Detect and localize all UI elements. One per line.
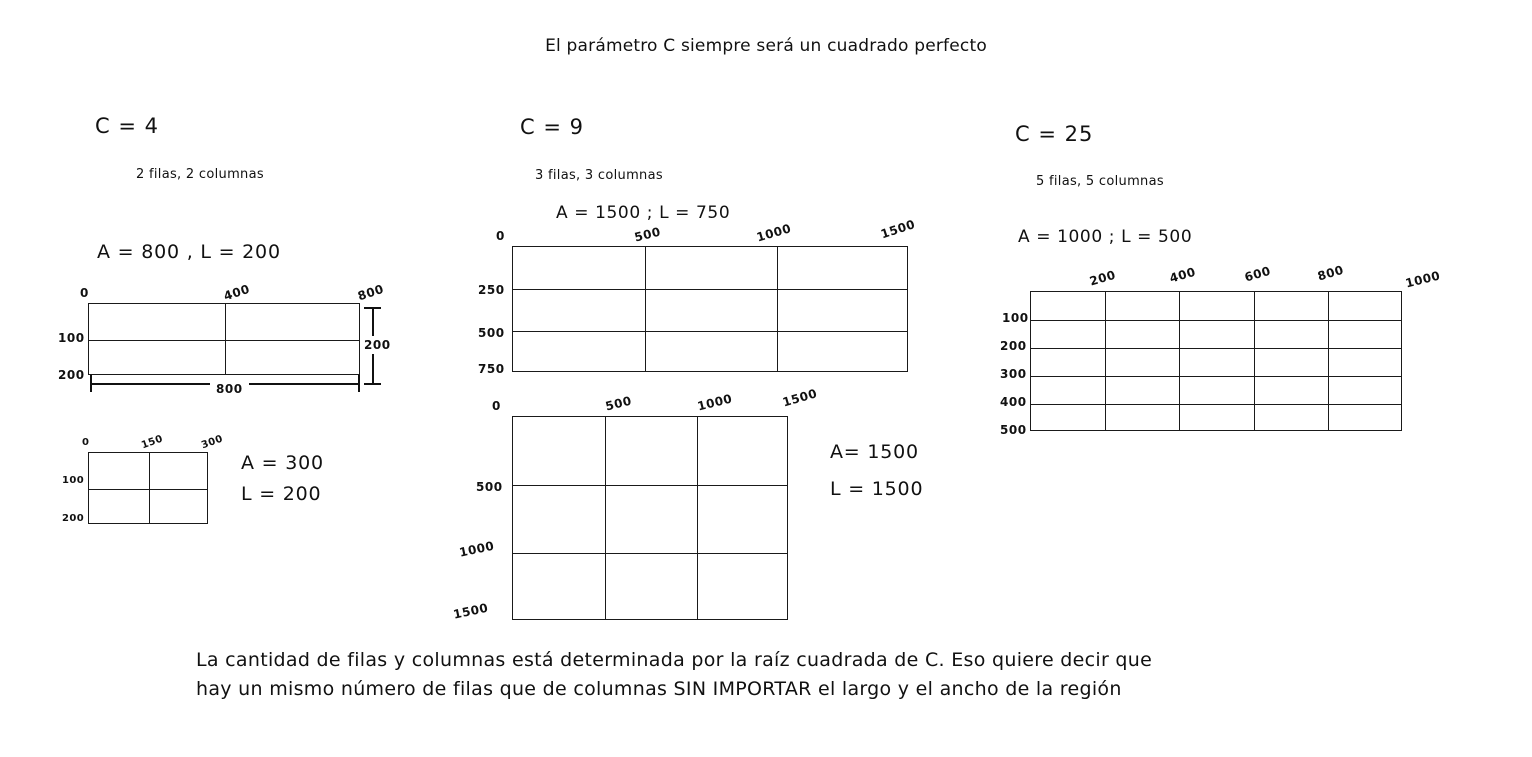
y-tick-label: 100	[62, 475, 85, 486]
y-tick-label: 1000	[458, 538, 496, 560]
page-title: El parámetro C siempre será un cuadrado perfecto	[545, 36, 987, 56]
y-tick-label: 500	[1000, 423, 1027, 437]
grid-line-vertical	[149, 453, 150, 523]
grid-c4-example1	[88, 303, 360, 375]
y-tick-label: 200	[1000, 339, 1027, 353]
y-tick-label: 500	[476, 480, 503, 494]
x-tick-label: 0	[82, 437, 90, 448]
x-tick-label: 0	[80, 286, 89, 300]
x-tick-label: 600	[1243, 263, 1273, 285]
grid-line-horizontal	[89, 489, 207, 490]
grid-c4-example2	[88, 452, 208, 524]
grid-line-horizontal	[89, 340, 359, 341]
grid-line-horizontal	[1031, 348, 1401, 349]
grid-line-vertical	[1254, 292, 1255, 430]
grid-line-horizontal	[513, 485, 787, 486]
x-tick-label: 500	[604, 393, 634, 414]
grid-c25-example1	[1030, 291, 1402, 431]
section-heading-c9: C = 9	[520, 115, 584, 139]
section-subheading-c4: 2 filas, 2 columnas	[136, 167, 264, 182]
equation-c9-example1: A = 1500 ; L = 750	[556, 203, 731, 223]
y-tick-label: 300	[1000, 367, 1027, 381]
x-tick-label: 1000	[696, 391, 734, 414]
y-tick-label: 200	[62, 513, 85, 524]
grid-c9-example2	[512, 416, 788, 620]
y-tick-label: 200	[58, 368, 85, 382]
grid-line-horizontal	[1031, 404, 1401, 405]
equation-c4-example1: A = 800 , L = 200	[97, 241, 281, 263]
x-tick-label: 500	[633, 224, 663, 245]
bottom-note	[196, 646, 1316, 703]
grid-line-vertical	[1328, 292, 1329, 430]
grid-line-vertical	[605, 417, 606, 619]
x-tick-label: 800	[1316, 262, 1346, 284]
section-subheading-c9: 3 filas, 3 columnas	[535, 168, 663, 183]
width-dimension-label: 800	[210, 382, 249, 396]
height-dimension-label: 200	[364, 338, 391, 352]
x-tick-label: 0	[492, 399, 501, 413]
y-tick-label: 100	[58, 331, 85, 345]
y-tick-label: 250	[478, 283, 505, 297]
x-tick-label: 300	[200, 433, 225, 452]
x-tick-label: 1500	[781, 386, 819, 410]
section-subheading-c25: 5 filas, 5 columnas	[1036, 174, 1164, 189]
grid-line-vertical	[777, 247, 778, 371]
grid-line-vertical	[1105, 292, 1106, 430]
grid-line-vertical	[225, 304, 226, 374]
x-tick-label: 150	[140, 433, 165, 452]
y-tick-label: 750	[478, 362, 505, 376]
equation-c9-example2-a: A= 1500	[830, 441, 919, 463]
grid-c9-example1	[512, 246, 908, 372]
y-tick-label: 1500	[452, 600, 490, 622]
x-tick-label: 800	[356, 281, 386, 304]
y-tick-label: 400	[1000, 395, 1027, 409]
x-tick-label: 1000	[1404, 268, 1442, 291]
width-dimension-cap-left	[90, 375, 92, 392]
section-heading-c25: C = 25	[1015, 122, 1094, 146]
section-heading-c4: C = 4	[95, 114, 159, 138]
grid-line-horizontal	[1031, 320, 1401, 321]
grid-line-vertical	[1179, 292, 1180, 430]
grid-line-horizontal	[513, 331, 907, 332]
x-tick-label: 1000	[755, 221, 793, 245]
x-tick-label: 200	[1088, 267, 1118, 289]
equation-c4-example2-l: L = 200	[241, 483, 322, 505]
height-dimension-cap-bottom	[364, 383, 381, 385]
bottom-note-line1: La cantidad de filas y columnas está determinada por la raíz cuadrada de C. Eso quiere decir que	[196, 649, 1153, 671]
height-dimension-cap-top	[364, 307, 381, 309]
x-tick-label: 400	[1168, 264, 1198, 286]
x-tick-label: 400	[222, 281, 252, 304]
grid-line-horizontal	[513, 553, 787, 554]
grid-line-vertical	[697, 417, 698, 619]
grid-line-vertical	[645, 247, 646, 371]
bottom-note-line2: hay un mismo número de filas que de columnas SIN IMPORTAR el largo y el ancho de la región	[196, 677, 1122, 700]
equation-c9-example2-l: L = 1500	[830, 478, 924, 500]
y-tick-label: 100	[1002, 311, 1029, 325]
width-dimension-cap-right	[358, 375, 360, 392]
grid-line-horizontal	[513, 289, 907, 290]
x-tick-label: 1500	[879, 217, 917, 242]
equation-c4-example2-a: A = 300	[241, 452, 324, 474]
equation-c25-example1: A = 1000 ; L = 500	[1018, 227, 1193, 247]
grid-line-horizontal	[1031, 376, 1401, 377]
y-tick-label: 500	[478, 326, 505, 340]
x-tick-label: 0	[496, 229, 505, 243]
